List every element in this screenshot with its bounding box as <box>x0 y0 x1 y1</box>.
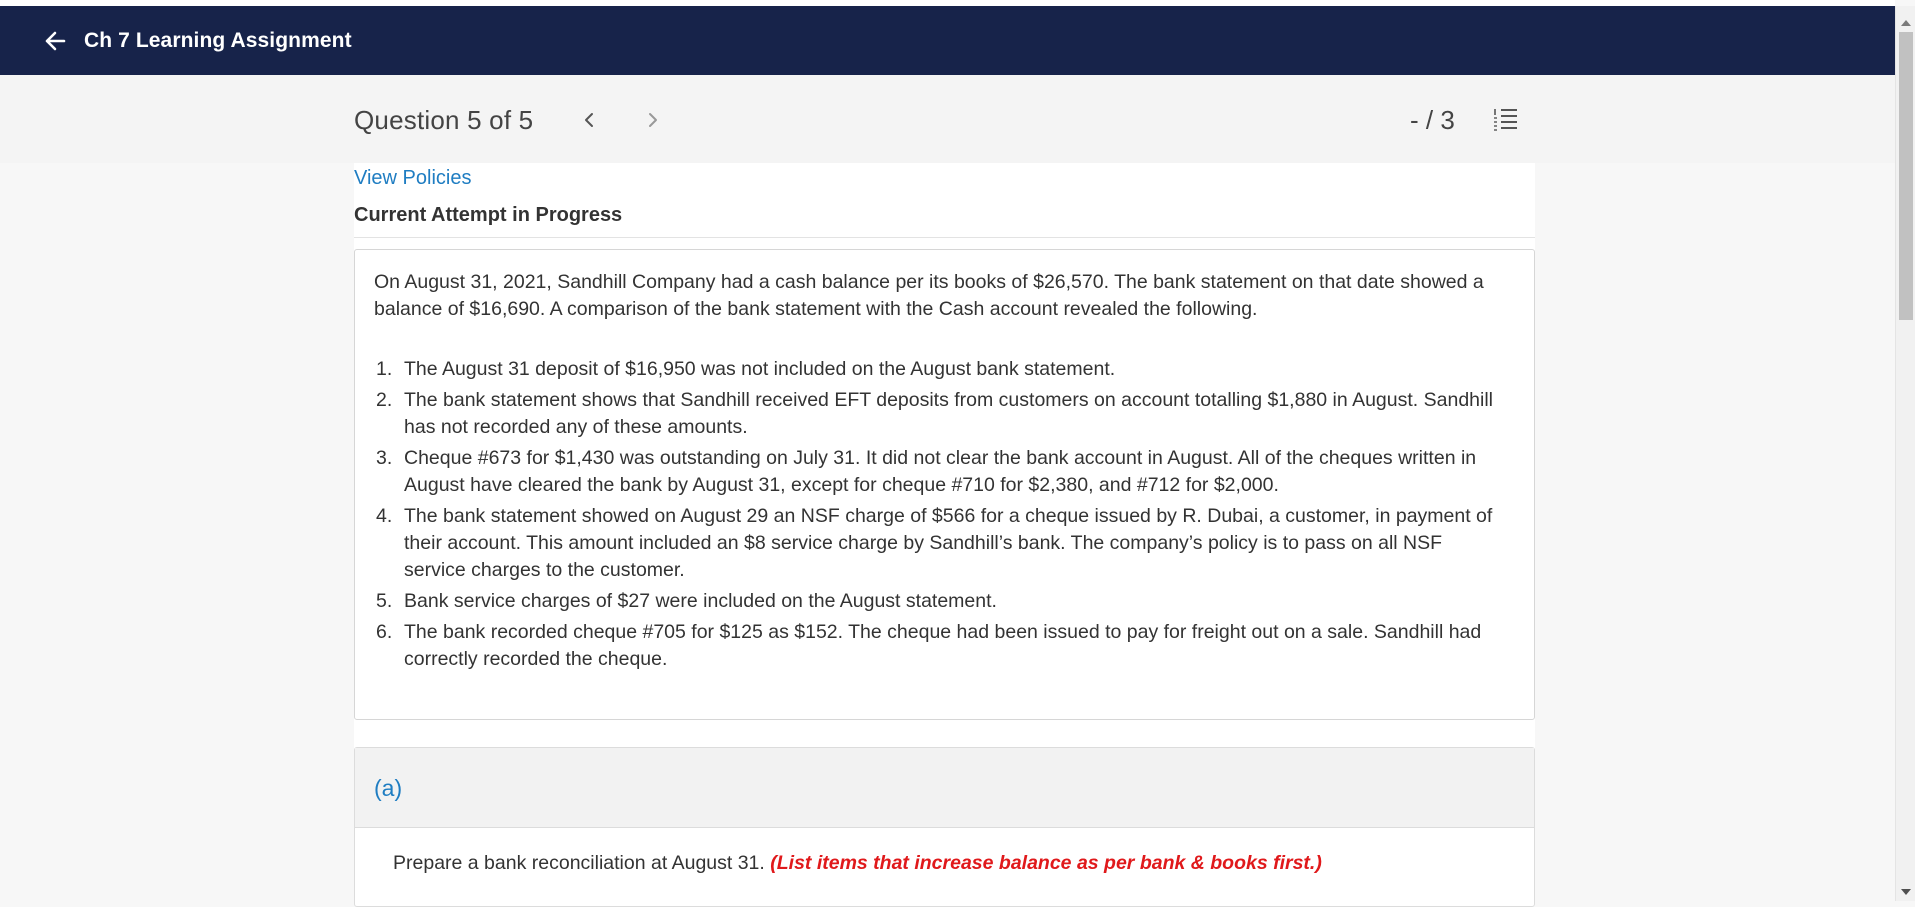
back-button[interactable] <box>42 28 68 54</box>
question-navigation-bar <box>0 75 1895 163</box>
problem-statement <box>354 249 1535 720</box>
item-number: 6. <box>376 621 393 643</box>
numbered-list-icon <box>1494 106 1518 132</box>
instruction-text: Prepare a bank reconciliation at August 31. <box>393 852 765 874</box>
item-number: 4. <box>376 505 393 527</box>
previous-question-button[interactable] <box>577 105 601 135</box>
scroll-up-arrow-icon[interactable] <box>1901 20 1911 26</box>
item-text: The bank statement shows that Sandhill received EFT deposits from customers on account totalling $1,880 in August. Sandhill has not recorded any of these amounts. <box>404 389 1494 438</box>
question-list-button[interactable] <box>1494 106 1518 132</box>
item-number: 1. <box>376 358 393 380</box>
next-question-button[interactable] <box>641 105 665 135</box>
attempt-status: Current Attempt in Progress <box>354 204 623 226</box>
part-a-instruction <box>393 852 1322 875</box>
problem-intro: On August 31, 2021, Sandhill Company had a cash balance per its books of $26,570. The bank statement on that date showed a balance of $16,690. A comparison of the bank statement with the Cash account revealed the following. <box>374 271 1484 320</box>
item-text: Cheque #673 for $1,430 was outstanding on July 31. It did not clear the bank account in August. All of the cheques written in August have cleared the bank by August 31, except for cheque #710 for $2,380, and #712 for $2,000. <box>404 447 1477 496</box>
instruction-note: (List items that increase balance as per bank & books first.) <box>770 852 1322 874</box>
question-counter: Question 5 of 5 <box>354 105 534 135</box>
list-item <box>374 588 1514 615</box>
scroll-down-arrow-icon[interactable] <box>1901 889 1911 895</box>
item-number: 5. <box>376 590 393 612</box>
question-score: - / 3 <box>1410 105 1455 135</box>
view-policies-link[interactable]: View Policies <box>354 167 472 189</box>
arrow-left-icon <box>44 31 66 51</box>
assignment-title: Ch 7 Learning Assignment <box>84 28 352 52</box>
item-text: The August 31 deposit of $16,950 was not included on the August bank statement. <box>404 358 1116 380</box>
divider <box>354 237 1535 238</box>
part-a-label: (a) <box>374 775 403 801</box>
question-content <box>354 163 1535 901</box>
part-a-section <box>354 747 1535 907</box>
item-text: The bank recorded cheque #705 for $125 as $152. The cheque had been issued to pay for freight out on a sale. Sandhill had correctly recorded the cheque. <box>404 621 1482 670</box>
list-item <box>374 503 1514 584</box>
chevron-right-icon <box>641 105 665 135</box>
app-header <box>0 6 1895 75</box>
part-a-header <box>355 748 1534 828</box>
page-scrollbar[interactable] <box>1895 6 1915 901</box>
scrollbar-thumb[interactable] <box>1899 32 1913 320</box>
item-text: The bank statement showed on August 29 an NSF charge of $566 for a cheque issued by R. Dubai, a customer, in payment of their account. This amount included an $8 service charge by Sandhill’s bank. The company’s policy is to pass on all NSF service charges to the customer. <box>404 505 1493 581</box>
list-item <box>374 356 1514 383</box>
list-item <box>374 619 1514 673</box>
item-text: Bank service charges of $27 were included on the August statement. <box>404 590 997 612</box>
item-number: 3. <box>376 447 393 469</box>
problem-items <box>374 356 1514 677</box>
item-number: 2. <box>376 389 393 411</box>
list-item <box>374 387 1514 441</box>
chevron-left-icon <box>577 105 601 135</box>
list-item <box>374 445 1514 499</box>
